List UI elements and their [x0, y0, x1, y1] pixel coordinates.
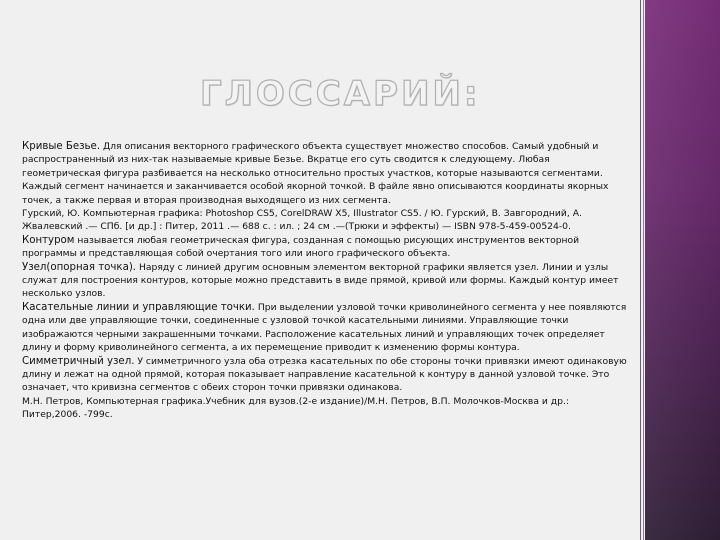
- paragraph-contour: [22, 234, 630, 261]
- term-node: Узел(опорная точка).: [22, 261, 137, 273]
- definition-contour: называется любая геометрическая фигура, созданная с помощью рисующих инструментов векторной программы и представляющая собой очертания того или иного графического объекта.: [22, 234, 580, 260]
- term-tangent: Касательные линии и управляющие точки.: [22, 301, 255, 313]
- reference-gursky: [22, 207, 630, 234]
- accent-panel: [645, 0, 720, 540]
- decorative-line-2: [643, 0, 644, 540]
- definition-tangent: При выделении узловой точки криволинейного сегмента у нее появляются одна или две управляющие точки, соединенные с узловой точкой касательными линиями. Управляющие точки изображаются черными закрашенными точками. Расположение касательных линий и управляющих точек определяет длину и форму криволинейного сегмента, а их перемещение приводит к изменению формы контура.: [22, 301, 627, 354]
- term-bezier: Кривые Безье.: [22, 141, 101, 152]
- definition-symmetric: У симметричного узла оба отрезка касательных по обе стороны точки привязки имеют одинаковую длину и лежат на одной прямой, которая показывает направление касательной к контуру в данной узловой точке. Это означает, что кривизна сегментов с обеих сторон точки привязки одинакова.: [22, 355, 627, 394]
- definition-bezier: Для описания векторного графического объекта существует множество способов. Самый удобный и распространенный из них-так называемые кривые Безье. Вкратце его суть сводится к следующему. Любая геометрическая фигура разбивается на несколько относительно простых участков, которые называются сегментами. Каждый сегмент начинается и заканчивается особой якорной точкой. В файле явно описываются координаты якорных точек, а также первая и вторая производная выходящего из них сегмента.: [22, 141, 609, 206]
- slide-title: ГЛОССАРИЙ:: [200, 74, 481, 114]
- definition-node: Наряду с линией другим основным элементом векторной графики является узел. Линии и узлы служат для построения контуров, которые можно представить в виде прямой, кривой или формы. Каждый контур имеет несколько узлов.: [22, 261, 619, 300]
- decorative-lines: [640, 0, 644, 540]
- paragraph-node: [22, 261, 630, 301]
- paragraph-tangent: [22, 301, 630, 355]
- term-symmetric: Симметричный узел.: [22, 355, 135, 367]
- term-contour: Контуром: [22, 234, 75, 246]
- paragraph-symmetric: [22, 355, 630, 395]
- paragraph-bezier: [22, 140, 630, 207]
- reference-petrov-text: М.Н. Петров, Компьютерная графика.Учебник для вузов.(2-е издание)/М.Н. Петров, В.П. Молочков-Москва и др.: Питер,2006. -799с.: [22, 395, 569, 421]
- reference-gursky-text: Гурский, Ю. Компьютерная графика: Photoshop CS5, CorelDRAW X5, Illustrator CS5. / Ю. Гурский, В. Завгородний, А. Жвалевский .— СПб. [и др.] : Питер, 2011 .— 688 с. : ил. ; 24 см .—(Трюки и эффекты) — ISBN 978-5-459-00524-0.: [22, 208, 582, 233]
- accent-panel-sheen: [645, 0, 720, 540]
- decorative-line-1: [640, 0, 641, 540]
- glossary-body: [22, 140, 630, 450]
- reference-petrov: [22, 395, 630, 422]
